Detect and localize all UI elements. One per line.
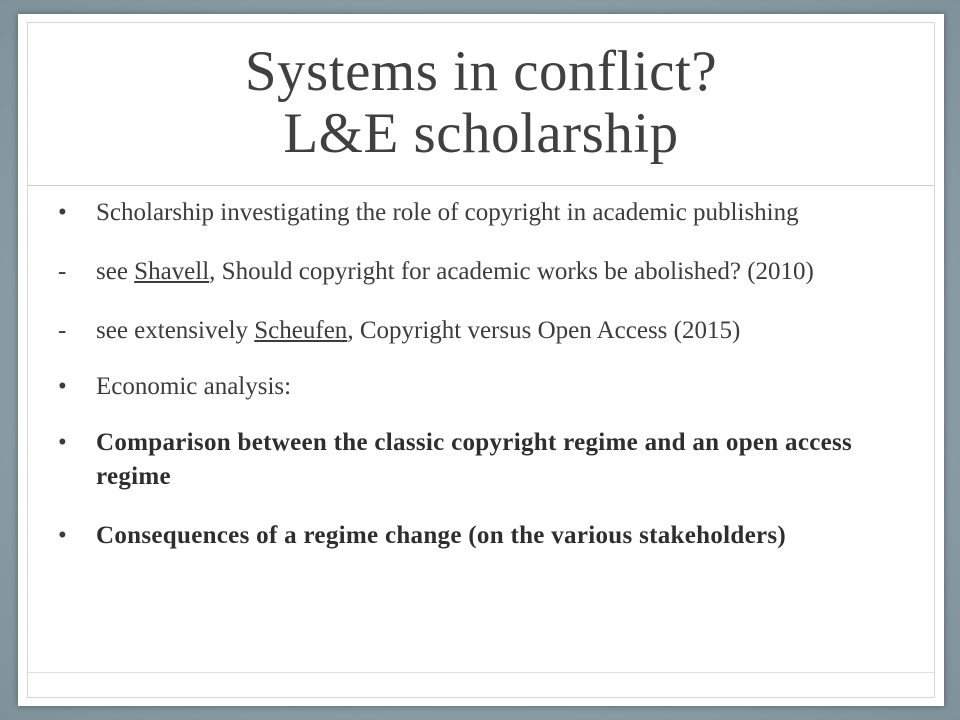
bullet-text: Scholarship investigating the role of copyright in academic publishing — [96, 199, 799, 226]
bullet-item — [56, 196, 896, 230]
dash-item — [56, 255, 896, 289]
dash-marker: - — [58, 317, 67, 344]
dash-text-prefix: see — [96, 258, 135, 285]
title-line-2: L&E scholarship — [283, 102, 679, 165]
author-link-shavell[interactable]: Shavell — [134, 258, 210, 285]
dash-text-suffix: , Should copyright for academic works be abolished? (2010) — [209, 258, 814, 285]
slide — [18, 14, 944, 706]
bullet-marker: • — [58, 429, 67, 456]
bullet-item — [56, 519, 896, 553]
title-line-1: Systems in conflict? — [244, 40, 718, 103]
bullet-marker: • — [58, 373, 67, 400]
bullet-list — [56, 196, 896, 578]
bullet-item — [56, 370, 896, 404]
bullet-marker: • — [58, 522, 67, 549]
bullet-item — [56, 426, 896, 494]
dash-text-prefix: see extensively — [96, 317, 255, 344]
dash-marker: - — [58, 258, 67, 285]
bullet-text-bold: Consequences of a regime change (on the various stakeholders) — [96, 522, 787, 549]
bullet-marker: • — [58, 199, 67, 226]
bullet-text: Economic analysis: — [96, 373, 292, 400]
footer-strip — [28, 672, 934, 697]
author-link-scheufen[interactable]: Scheufen — [254, 317, 348, 344]
dash-text-suffix: , Copyright versus Open Access (2015) — [347, 317, 741, 344]
dash-item — [56, 314, 896, 348]
bullet-text-bold: Comparison between the classic copyright regime and an open access regime — [96, 429, 853, 490]
title-area — [28, 23, 934, 186]
